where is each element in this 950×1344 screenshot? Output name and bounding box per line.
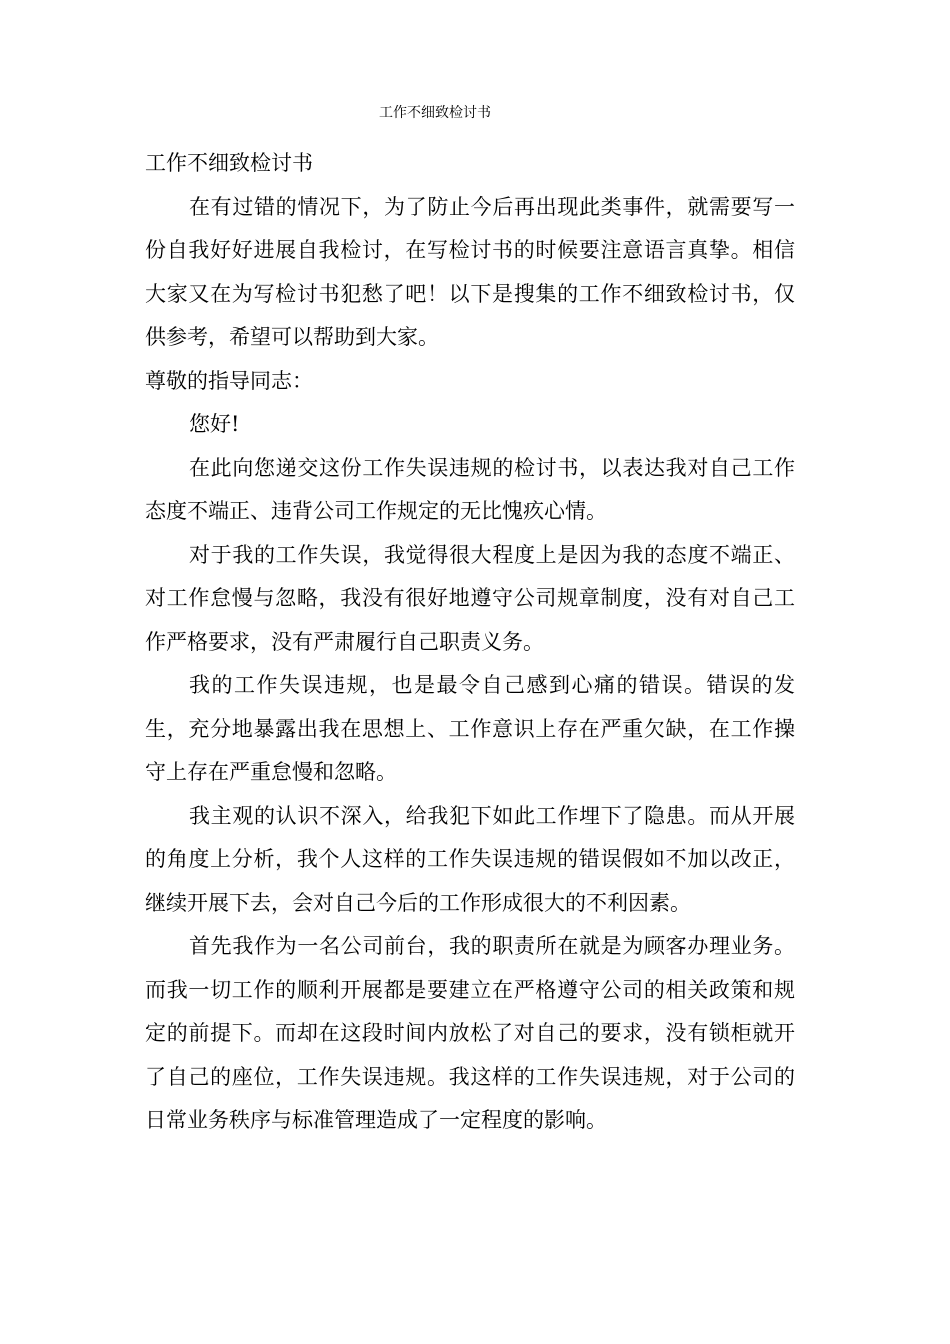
salutation: 尊敬的指导同志： <box>145 368 313 393</box>
body-paragraph: 我主观的认识不深入，给我犯下如此工作埋下了隐患。而从开展的角度上分析，我个人这样的工作失误违规的错误假如不加以改正，继续开展下去，会对自己今后的工作形成很大的不利因素。 <box>145 803 795 915</box>
document-body <box>145 142 795 1143</box>
running-header: 工作不细致检讨书 <box>379 105 491 121</box>
document-title: 工作不细致检讨书 <box>145 151 313 175</box>
body-paragraph: 在此向您递交这份工作失误违规的检讨书，以表达我对自己工作态度不端正、违背公司工作规定的无比愧疚心情。 <box>145 455 795 523</box>
body-paragraph: 对于我的工作失误，我觉得很大程度上是因为我的态度不端正、对工作怠慢与忽略，我没有很好地遵守公司规章制度，没有对自己工作严格要求，没有严肃履行自己职责义务。 <box>145 542 795 654</box>
greeting: 您好! <box>189 412 240 436</box>
body-paragraph: 我的工作失误违规，也是最令自己感到心痛的错误。错误的发生，充分地暴露出我在思想上、工作意识上存在严重欠缺，在工作操守上存在严重怠慢和忽略。 <box>145 673 795 784</box>
intro-paragraph: 在有过错的情况下，为了防止今后再出现此类事件，就需要写一份自我好好进展自我检讨，在写检讨书的时候要注意语言真挚。相信大家又在为写检讨书犯愁了吧！以下是搜集的工作不细致检讨书，仅供参考，希望可以帮助到大家。 <box>145 194 795 349</box>
body-paragraph: 首先我作为一名公司前台，我的职责所在就是为顾客办理业务。而我一切工作的顺利开展都是要建立在严格遵守公司的相关政策和规定的前提下。而却在这段时间内放松了对自己的要求，没有锁柜就开了自己的座位，工作失误违规。我这样的工作失误违规，对于公司的日常业务秩序与标准管理造成了一定程度的影响。 <box>145 934 795 1132</box>
